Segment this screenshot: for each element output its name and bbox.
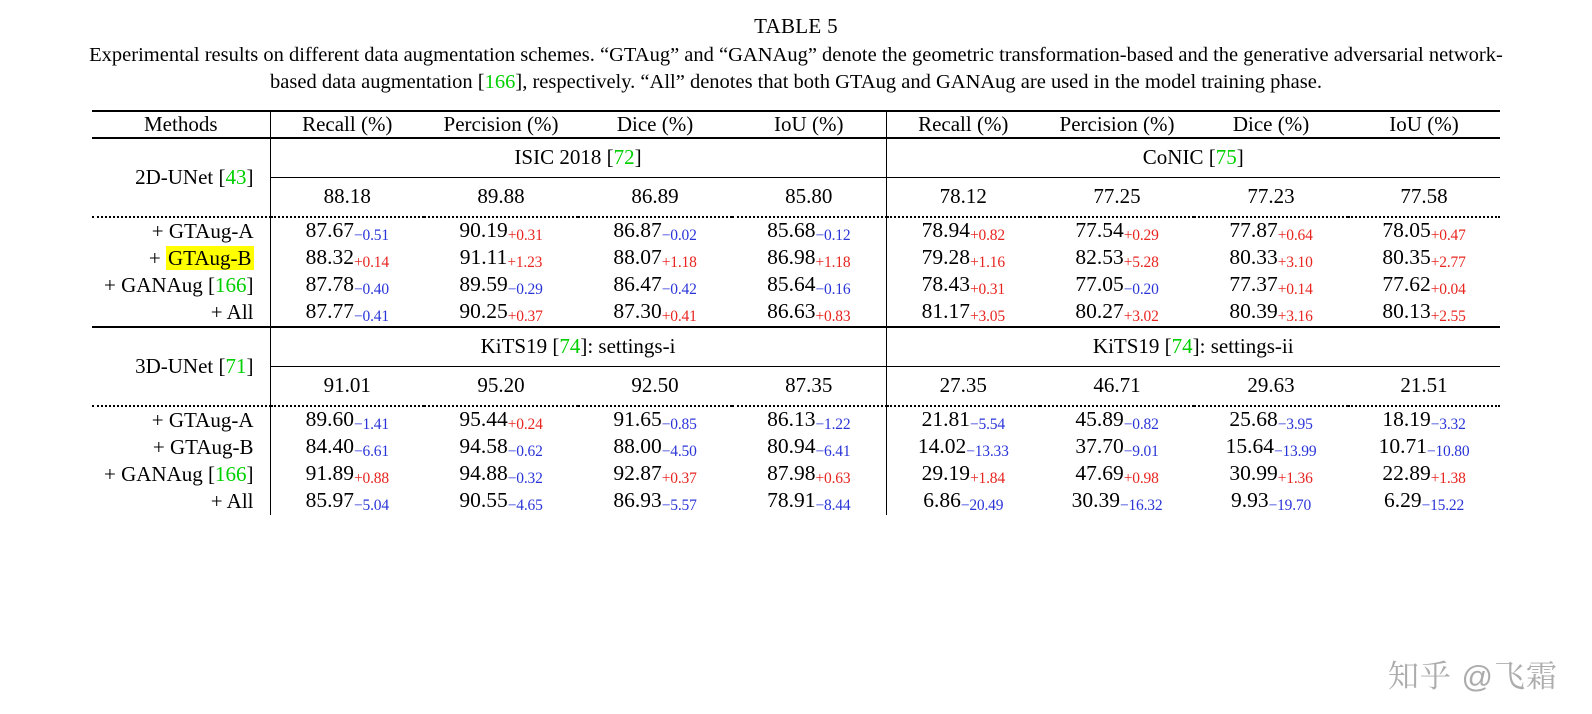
cell-value: 77.37: [1229, 272, 1278, 297]
header-left-recall: Recall (%): [270, 111, 424, 138]
cell-value: 87.67: [305, 218, 354, 243]
cell: [1040, 434, 1194, 461]
cell-delta: +0.31: [970, 281, 1005, 299]
cell-delta: −9.01: [1123, 443, 1159, 461]
cell-value: 81.17: [921, 299, 970, 324]
cell: [1194, 272, 1348, 299]
model-reference[interactable]: 71: [225, 354, 247, 379]
cell-value: 92.87: [613, 461, 662, 486]
cell-value: 88.07: [613, 245, 662, 270]
baseline-value: 27.35: [886, 367, 1040, 407]
cell: [270, 217, 424, 245]
cell: [886, 434, 1040, 461]
method-label: + GANAug [: [104, 273, 215, 298]
cell: [1040, 217, 1194, 245]
baseline-value: 29.63: [1194, 367, 1348, 407]
cell-value: 94.88: [459, 461, 508, 486]
cell-value: 6.29: [1383, 488, 1422, 513]
cell: [578, 217, 732, 245]
cell-delta: +1.18: [661, 254, 697, 272]
cell: [886, 488, 1040, 515]
cell-delta: +0.24: [507, 416, 543, 434]
cell: [1040, 461, 1194, 488]
cell-delta: +0.41: [661, 308, 697, 326]
cell-value: 82.53: [1075, 245, 1124, 270]
cell-value: 18.19: [1382, 407, 1431, 432]
header-right-dice: Dice (%): [1194, 111, 1348, 138]
cell-value: 77.87: [1229, 218, 1278, 243]
method-label: + GANAug [: [104, 462, 215, 487]
cell: [424, 461, 578, 488]
header-left-precision: Percision (%): [424, 111, 578, 138]
baseline-value: 46.71: [1040, 367, 1194, 407]
cell-delta: −0.32: [507, 470, 543, 488]
cell-value: 78.05: [1382, 218, 1431, 243]
cell-value: 79.28: [921, 245, 970, 270]
cell-value: 85.97: [305, 488, 354, 513]
cell-value: 85.68: [767, 218, 816, 243]
cell-delta: +1.18: [815, 254, 851, 272]
row-method-name: [92, 488, 270, 515]
cell: [886, 299, 1040, 327]
cell-delta: +0.47: [1430, 227, 1466, 245]
cell: [270, 461, 424, 488]
cell-value: 10.71: [1378, 434, 1427, 459]
cell: [886, 461, 1040, 488]
cell: [1348, 434, 1500, 461]
cell: [1194, 299, 1348, 327]
block-dataset-row: [92, 327, 1500, 367]
cell-value: 30.39: [1071, 488, 1120, 513]
cell-delta: +3.02: [1123, 308, 1159, 326]
cell: [886, 217, 1040, 245]
right-dataset-ref[interactable]: 74: [1171, 334, 1193, 359]
cell-delta: −13.33: [966, 443, 1009, 461]
cell: [578, 461, 732, 488]
cell-delta: +0.14: [354, 254, 389, 272]
cell: [424, 434, 578, 461]
baseline-value: 77.25: [1040, 178, 1194, 218]
cell: [732, 272, 886, 299]
cell-delta: −1.22: [815, 416, 851, 434]
cell-value: 14.02: [917, 434, 967, 459]
cell-delta: +5.28: [1123, 254, 1159, 272]
cell: [270, 299, 424, 327]
header-left-iou: IoU (%): [732, 111, 886, 138]
cell-delta: −5.04: [354, 497, 389, 515]
cell-value: 91.89: [305, 461, 354, 486]
cell-delta: +3.05: [970, 308, 1005, 326]
model-name-2d-unet: [92, 138, 270, 217]
cell-delta: +1.36: [1277, 470, 1313, 488]
cell: [424, 217, 578, 245]
cell-delta: −4.65: [507, 497, 543, 515]
left-dataset-end: ]: settings-i: [580, 334, 676, 359]
caption-reference[interactable]: 166: [484, 71, 516, 94]
cell-delta: −13.99: [1273, 443, 1317, 461]
cell: [732, 434, 886, 461]
cell-delta: −0.85: [661, 416, 697, 434]
cell: [1194, 217, 1348, 245]
cell: [270, 406, 424, 434]
left-dataset-ref[interactable]: 72: [613, 145, 635, 170]
left-dataset-name: KiTS19 [: [480, 334, 560, 359]
cell-value: 88.00: [613, 434, 662, 459]
method-label-end: ]: [246, 462, 254, 487]
cell-delta: −0.29: [507, 281, 543, 299]
table-number: TABLE 5: [754, 14, 838, 38]
cell-delta: +3.10: [1277, 254, 1313, 272]
cell: [1040, 245, 1194, 272]
cell-value: 85.64: [767, 272, 816, 297]
right-dataset-name: KiTS19 [: [1092, 334, 1172, 359]
table-row: [92, 461, 1500, 488]
table-caption: [60, 42, 1532, 96]
method-label: + GTAug-A: [151, 408, 254, 433]
cell: [1040, 299, 1194, 327]
baseline-value: 77.23: [1194, 178, 1348, 218]
method-label: + GTAug-B: [152, 435, 254, 460]
cell-value: 77.62: [1382, 272, 1431, 297]
cell-value: 87.98: [767, 461, 816, 486]
baseline-row: [92, 367, 1500, 407]
cell-value: 80.94: [767, 434, 816, 459]
cell-value: 80.33: [1229, 245, 1278, 270]
cell-delta: −15.22: [1421, 497, 1465, 515]
row-method-name: [92, 461, 270, 488]
cell: [886, 406, 1040, 434]
baseline-value: 87.35: [732, 367, 886, 407]
cell: [578, 434, 732, 461]
cell: [578, 406, 732, 434]
cell-value: 22.89: [1382, 461, 1431, 486]
right-dataset-ref[interactable]: 75: [1215, 145, 1237, 170]
left-dataset-title: [270, 138, 886, 178]
method-label-end: ]: [246, 273, 254, 298]
right-dataset-end: ]: [1236, 145, 1244, 170]
cell: [578, 299, 732, 327]
cell-value: 45.89: [1075, 407, 1124, 432]
cell-delta: −5.54: [970, 416, 1005, 434]
cell: [1040, 272, 1194, 299]
model-name-3d-unet: [92, 327, 270, 406]
right-dataset-name: CoNIC [: [1142, 145, 1216, 170]
cell-delta: +3.16: [1277, 308, 1313, 326]
cell: [886, 245, 1040, 272]
cell-delta: −3.32: [1430, 416, 1466, 434]
header-right-recall: Recall (%): [886, 111, 1040, 138]
row-method-name-highlighted: [92, 245, 270, 272]
results-table: [92, 110, 1500, 515]
cell-delta: −0.20: [1123, 281, 1159, 299]
cell-value: 86.47: [613, 272, 662, 297]
cell: [886, 272, 1040, 299]
cell-value: 78.43: [921, 272, 970, 297]
cell-delta: −0.41: [354, 308, 389, 326]
row-method-name: [92, 299, 270, 327]
cell-value: 86.87: [613, 218, 662, 243]
cell: [1194, 488, 1348, 515]
cell-delta: −0.82: [1123, 416, 1159, 434]
cell-delta: +2.55: [1430, 308, 1466, 326]
cell: [578, 272, 732, 299]
cell-value: 9.93: [1230, 488, 1269, 513]
cell-value: 90.25: [459, 299, 508, 324]
cell: [424, 245, 578, 272]
cell-delta: −19.70: [1268, 497, 1312, 515]
cell-delta: +2.77: [1430, 254, 1466, 272]
cell-value: 87.30: [613, 299, 662, 324]
cell: [270, 245, 424, 272]
row-method-name: [92, 406, 270, 434]
header-right-iou: IoU (%): [1348, 111, 1500, 138]
cell-value: 86.13: [767, 407, 816, 432]
left-dataset-ref[interactable]: 74: [559, 334, 581, 359]
cell: [1194, 245, 1348, 272]
table-header-row: [92, 111, 1500, 138]
cell-delta: +0.31: [507, 227, 543, 245]
cell: [1348, 299, 1500, 327]
baseline-value: 89.88: [424, 178, 578, 218]
table-row: [92, 299, 1500, 327]
cell: [424, 272, 578, 299]
cell: [424, 299, 578, 327]
cell-delta: −1.41: [354, 416, 389, 434]
cell-delta: −5.57: [661, 497, 697, 515]
cell-value: 80.39: [1229, 299, 1278, 324]
method-label: + All: [210, 300, 254, 325]
cell-delta: +1.38: [1430, 470, 1466, 488]
cell-value: 89.59: [459, 272, 508, 297]
cell-delta: −6.41: [815, 443, 851, 461]
method-reference[interactable]: 166: [215, 462, 247, 487]
cell-value: 37.70: [1075, 434, 1124, 459]
cell-value: 15.64: [1225, 434, 1274, 459]
baseline-row: [92, 178, 1500, 218]
watermark: 知乎 @飞霜: [1387, 659, 1558, 694]
cell-delta: −6.61: [354, 443, 389, 461]
cell-delta: −16.32: [1119, 497, 1163, 515]
cell: [1040, 488, 1194, 515]
table-row: [92, 245, 1500, 272]
row-method-name: [92, 217, 270, 245]
cell-delta: +0.37: [507, 308, 543, 326]
cell-delta: −0.62: [507, 443, 543, 461]
cell: [270, 488, 424, 515]
baseline-value: 88.18: [270, 178, 424, 218]
cell: [732, 461, 886, 488]
row-method-name: [92, 272, 270, 299]
cell: [578, 245, 732, 272]
model-label-end: ]: [246, 165, 254, 190]
cell: [732, 406, 886, 434]
cell: [1348, 461, 1500, 488]
table-row: [92, 217, 1500, 245]
cell-value: 87.77: [305, 299, 354, 324]
cell-value: 21.81: [921, 407, 970, 432]
method-label: + GTAug-A: [151, 219, 254, 244]
model-label: 2D-UNet [: [135, 165, 226, 190]
cell-value: 80.13: [1382, 299, 1431, 324]
cell-value: 87.78: [305, 272, 354, 297]
cell: [424, 406, 578, 434]
baseline-value: 92.50: [578, 367, 732, 407]
cell-delta: +0.98: [1123, 470, 1159, 488]
baseline-value: 85.80: [732, 178, 886, 218]
method-prefix: +: [148, 246, 167, 271]
cell-value: 91.11: [459, 245, 508, 270]
cell: [732, 299, 886, 327]
method-label: + All: [210, 489, 254, 514]
cell-delta: +0.63: [815, 470, 851, 488]
baseline-value: 21.51: [1348, 367, 1500, 407]
table-row: [92, 434, 1500, 461]
cell: [732, 245, 886, 272]
left-dataset-end: ]: [634, 145, 642, 170]
cell-value: 91.65: [613, 407, 662, 432]
cell-value: 78.91: [767, 488, 816, 513]
cell-delta: −10.80: [1426, 443, 1470, 461]
table-row: [92, 488, 1500, 515]
cell-value: 90.55: [459, 488, 508, 513]
cell-value: 77.54: [1075, 218, 1124, 243]
cell-value: 86.98: [767, 245, 816, 270]
cell: [1348, 488, 1500, 515]
right-dataset-title: [886, 327, 1500, 367]
cell-delta: −0.42: [661, 281, 697, 299]
cell-value: 77.05: [1075, 272, 1124, 297]
model-reference[interactable]: 43: [225, 165, 247, 190]
cell-value: 95.44: [459, 407, 508, 432]
cell: [1040, 406, 1194, 434]
cell-value: 6.86: [923, 488, 961, 513]
cell-delta: +0.29: [1123, 227, 1159, 245]
cell: [1194, 461, 1348, 488]
cell-delta: +1.84: [970, 470, 1005, 488]
cell-delta: −4.50: [661, 443, 697, 461]
table-row: [92, 406, 1500, 434]
cell: [1348, 217, 1500, 245]
cell-value: 90.19: [459, 218, 508, 243]
cell-delta: −8.44: [815, 497, 851, 515]
cell: [270, 272, 424, 299]
cell-delta: +0.14: [1277, 281, 1313, 299]
cell-delta: +0.88: [354, 470, 389, 488]
cell-value: 29.19: [921, 461, 970, 486]
cell-delta: +0.83: [815, 308, 851, 326]
row-method-name: [92, 434, 270, 461]
caption-part-2: ], respectively. “All” denotes that both GTAug and GANAug are used in the model training phase.: [515, 71, 1322, 94]
model-label-end: ]: [246, 354, 254, 379]
left-dataset-title: [270, 327, 886, 367]
caption-part-1: Experimental results on different data augmentation schemes. “GTAug” and “GANAug” denote the geometric transformation-based and the generative adversarial network-based data augmentation [: [89, 44, 1503, 94]
cell-value: 25.68: [1229, 407, 1278, 432]
cell-value: 86.63: [767, 299, 816, 324]
cell-value: 86.93: [613, 488, 662, 513]
cell-delta: −0.51: [354, 227, 389, 245]
cell-delta: −0.40: [354, 281, 389, 299]
cell-delta: +1.16: [970, 254, 1005, 272]
block-dataset-row: [92, 138, 1500, 178]
cell: [732, 217, 886, 245]
method-label-highlight[interactable]: GTAug-B: [168, 246, 252, 271]
cell: [578, 488, 732, 515]
header-methods: Methods: [92, 111, 270, 138]
cell-delta: −20.49: [960, 497, 1004, 515]
right-dataset-end: ]: settings-ii: [1192, 334, 1294, 359]
model-label: 3D-UNet [: [135, 354, 226, 379]
cell: [424, 488, 578, 515]
cell-delta: −0.02: [661, 227, 697, 245]
method-reference[interactable]: 166: [215, 273, 247, 298]
header-left-dice: Dice (%): [578, 111, 732, 138]
cell-delta: +0.64: [1277, 227, 1313, 245]
cell-value: 78.94: [921, 218, 970, 243]
cell-delta: −3.95: [1277, 416, 1313, 434]
table-row: [92, 272, 1500, 299]
left-dataset-name: ISIC 2018 [: [514, 145, 614, 170]
cell-delta: +0.37: [661, 470, 697, 488]
cell-value: 84.40: [305, 434, 354, 459]
cell: [1348, 245, 1500, 272]
cell-delta: −0.16: [815, 281, 851, 299]
cell-value: 94.58: [459, 434, 508, 459]
cell-value: 80.35: [1382, 245, 1431, 270]
cell-delta: +0.82: [970, 227, 1005, 245]
cell-delta: +1.23: [507, 254, 543, 272]
baseline-value: 86.89: [578, 178, 732, 218]
header-right-precision: Percision (%): [1040, 111, 1194, 138]
cell-delta: +0.04: [1430, 281, 1466, 299]
cell: [1194, 434, 1348, 461]
right-dataset-title: [886, 138, 1500, 178]
cell: [1194, 406, 1348, 434]
cell-value: 89.60: [305, 407, 354, 432]
cell-value: 88.32: [305, 245, 354, 270]
baseline-value: 77.58: [1348, 178, 1500, 218]
cell-value: 30.99: [1229, 461, 1278, 486]
cell: [1348, 406, 1500, 434]
cell-delta: −0.12: [815, 227, 851, 245]
cell: [732, 488, 886, 515]
cell: [1348, 272, 1500, 299]
cell-value: 80.27: [1075, 299, 1124, 324]
baseline-value: 91.01: [270, 367, 424, 407]
baseline-value: 95.20: [424, 367, 578, 407]
cell-value: 47.69: [1075, 461, 1124, 486]
cell: [270, 434, 424, 461]
baseline-value: 78.12: [886, 178, 1040, 218]
